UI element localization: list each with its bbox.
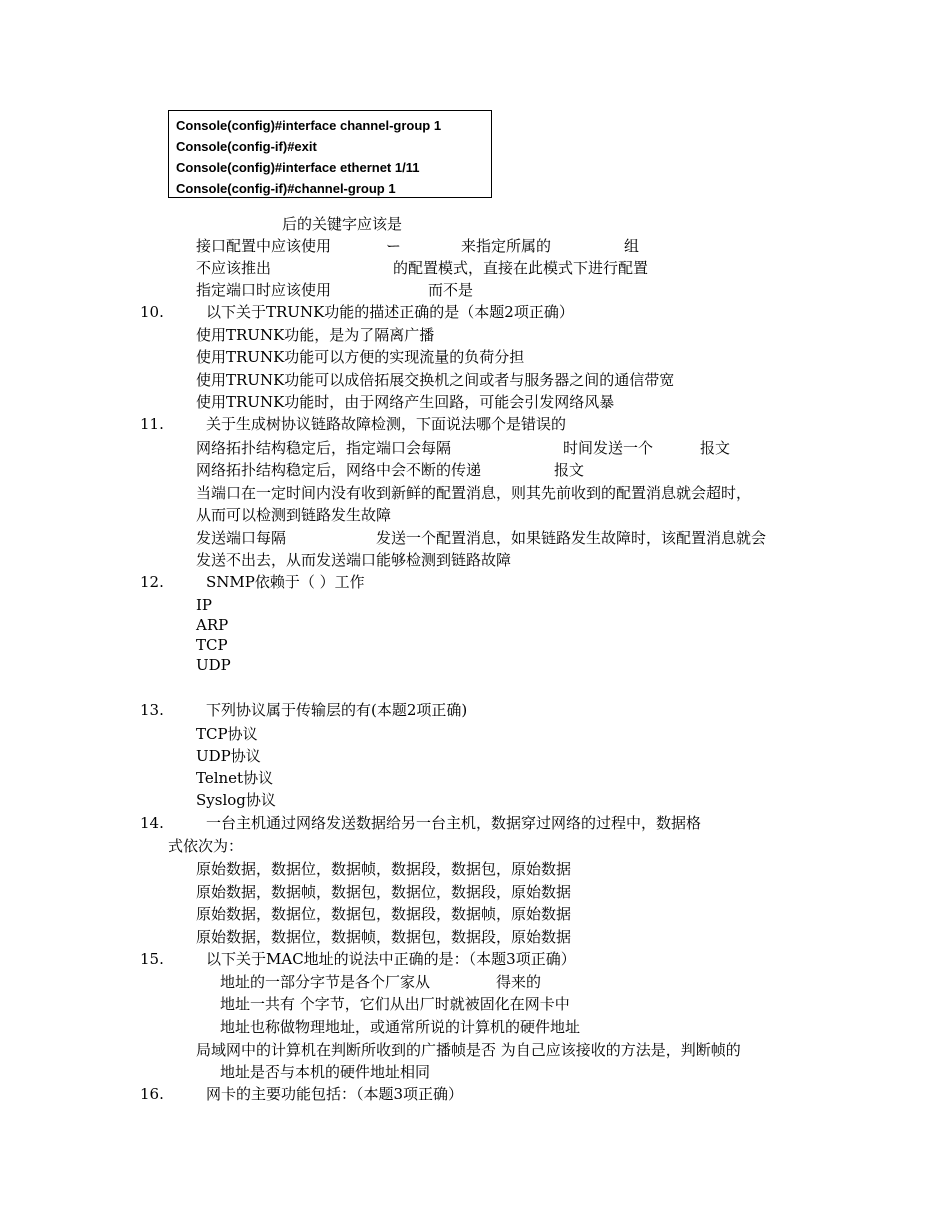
question-text: 以下关于MAC地址的说法中正确的是：（本题3项正确）: [206, 950, 576, 968]
q11-option-c-line2: 从而可以检测到链路发生故障: [196, 506, 392, 524]
q15-option-b: 地址一共有 个字节，它们从出厂时就被固化在网卡中: [220, 995, 570, 1013]
q11-option-b: [196, 460, 585, 480]
q15-option-c: 地址也称做物理地址，或通常所说的计算机的硬件地址: [220, 1018, 581, 1036]
q13-option-c: Telnet协议: [196, 769, 274, 787]
option-text: 不应该推出: [196, 259, 272, 277]
q11-option-a: [196, 438, 731, 458]
question-number: 16.: [140, 1085, 164, 1103]
option-text: 发送端口每隔: [196, 529, 287, 547]
q14-option-a: 原始数据，数据位，数据帧，数据段，数据包，原始数据: [196, 860, 572, 878]
console-line: Console(config-if)#channel-group 1: [176, 181, 396, 196]
question-number: 14.: [140, 814, 164, 832]
q12-option-b: ARP: [196, 616, 229, 634]
option-text: 地址的一部分字节是各个厂家从: [220, 973, 431, 991]
option-text: 接口配置中应该使用: [196, 237, 332, 255]
question-number: 15.: [140, 950, 164, 968]
q10-option-a: 使用TRUNK功能，是为了隔离广播: [196, 326, 435, 344]
q10-option-b: 使用TRUNK功能可以方便的实现流量的负荷分担: [196, 348, 525, 366]
question-text: 网卡的主要功能包括：（本题3项正确）: [206, 1085, 464, 1103]
option-text: 时间发送一个: [563, 439, 654, 457]
q15-option-a: [220, 972, 542, 992]
console-code-box: [168, 110, 492, 198]
option-text: 网络拓扑结构稳定后，网络中会不断的传递: [196, 461, 482, 479]
q12-option-a: IP: [196, 596, 213, 614]
q11-option-c-line1: 当端口在一定时间内没有收到新鲜的配置消息，则其先前收到的配置消息就会超时，: [196, 484, 752, 502]
option-text: 报文: [554, 461, 585, 479]
q14-option-c: 原始数据，数据位，数据包，数据段，数据帧，原始数据: [196, 905, 572, 923]
q15-option-d-line1: 局域网中的计算机在判断所收到的广播帧是否 为自己应该接收的方法是，判断帧的: [196, 1041, 741, 1059]
console-line: Console(config)#interface channel-group 1: [176, 118, 442, 133]
option-text: 网络拓扑结构稳定后，指定端口会每隔: [196, 439, 452, 457]
option-text: 组: [624, 237, 640, 255]
q9-lead-text: 后的关键字应该是: [282, 215, 403, 233]
q14-option-b: 原始数据，数据帧，数据包，数据位，数据段，原始数据: [196, 883, 572, 901]
console-line: Console(config)#interface ethernet 1/11: [176, 160, 420, 175]
option-text: 报文: [700, 439, 731, 457]
option-text: ー: [386, 237, 402, 255]
question-text: 关于生成树协议链路故障检测，下面说法哪个是错误的: [206, 415, 567, 433]
q10-option-d: 使用TRUNK功能时，由于网络产生回路，可能会引发网络风暴: [196, 393, 615, 411]
question-text: 下列协议属于传输层的有(本题2项正确): [206, 701, 468, 719]
q13-option-a: TCP协议: [196, 725, 258, 743]
question-number: 10.: [140, 303, 164, 321]
question-text-continued: 式依次为：: [168, 837, 244, 855]
question-number: 13.: [140, 701, 164, 719]
option-text: 得来的: [496, 973, 542, 991]
option-text: 指定端口时应该使用: [196, 281, 332, 299]
q9-option-c: [196, 280, 474, 300]
q13-option-b: UDP协议: [196, 747, 261, 765]
q13-option-d: Syslog协议: [196, 791, 276, 809]
q9-option-b: [196, 258, 649, 278]
q9-option-a: [196, 236, 640, 256]
question-text: 一台主机通过网络发送数据给另一台主机，数据穿过网络的过程中，数据格: [206, 814, 702, 832]
q15-option-d-line2: 地址是否与本机的硬件地址相同: [220, 1063, 431, 1081]
option-text: 的配置模式，直接在此模式下进行配置: [393, 259, 649, 277]
q11-option-d-line2: 发送不出去，从而发送端口能够检测到链路故障: [196, 551, 512, 569]
option-text: 而不是: [428, 281, 474, 299]
option-text: 来指定所属的: [461, 237, 552, 255]
option-text: 发送一个配置消息，如果链路发生故障时，该配置消息就会: [376, 529, 767, 547]
q12-option-d: UDP: [196, 656, 231, 674]
question-text: 以下关于TRUNK功能的描述正确的是（本题2项正确）: [206, 303, 574, 321]
console-line: Console(config-if)#exit: [176, 139, 317, 154]
q10-option-c: 使用TRUNK功能可以成倍拓展交换机之间或者与服务器之间的通信带宽: [196, 371, 675, 389]
q12-option-c: TCP: [196, 636, 228, 654]
question-text: SNMP依赖于（ ）工作: [206, 573, 365, 591]
q14-option-d: 原始数据，数据位，数据帧，数据包，数据段，原始数据: [196, 928, 572, 946]
q11-option-d-line1: [196, 528, 767, 548]
question-number: 12.: [140, 573, 164, 591]
question-number: 11.: [140, 415, 164, 433]
